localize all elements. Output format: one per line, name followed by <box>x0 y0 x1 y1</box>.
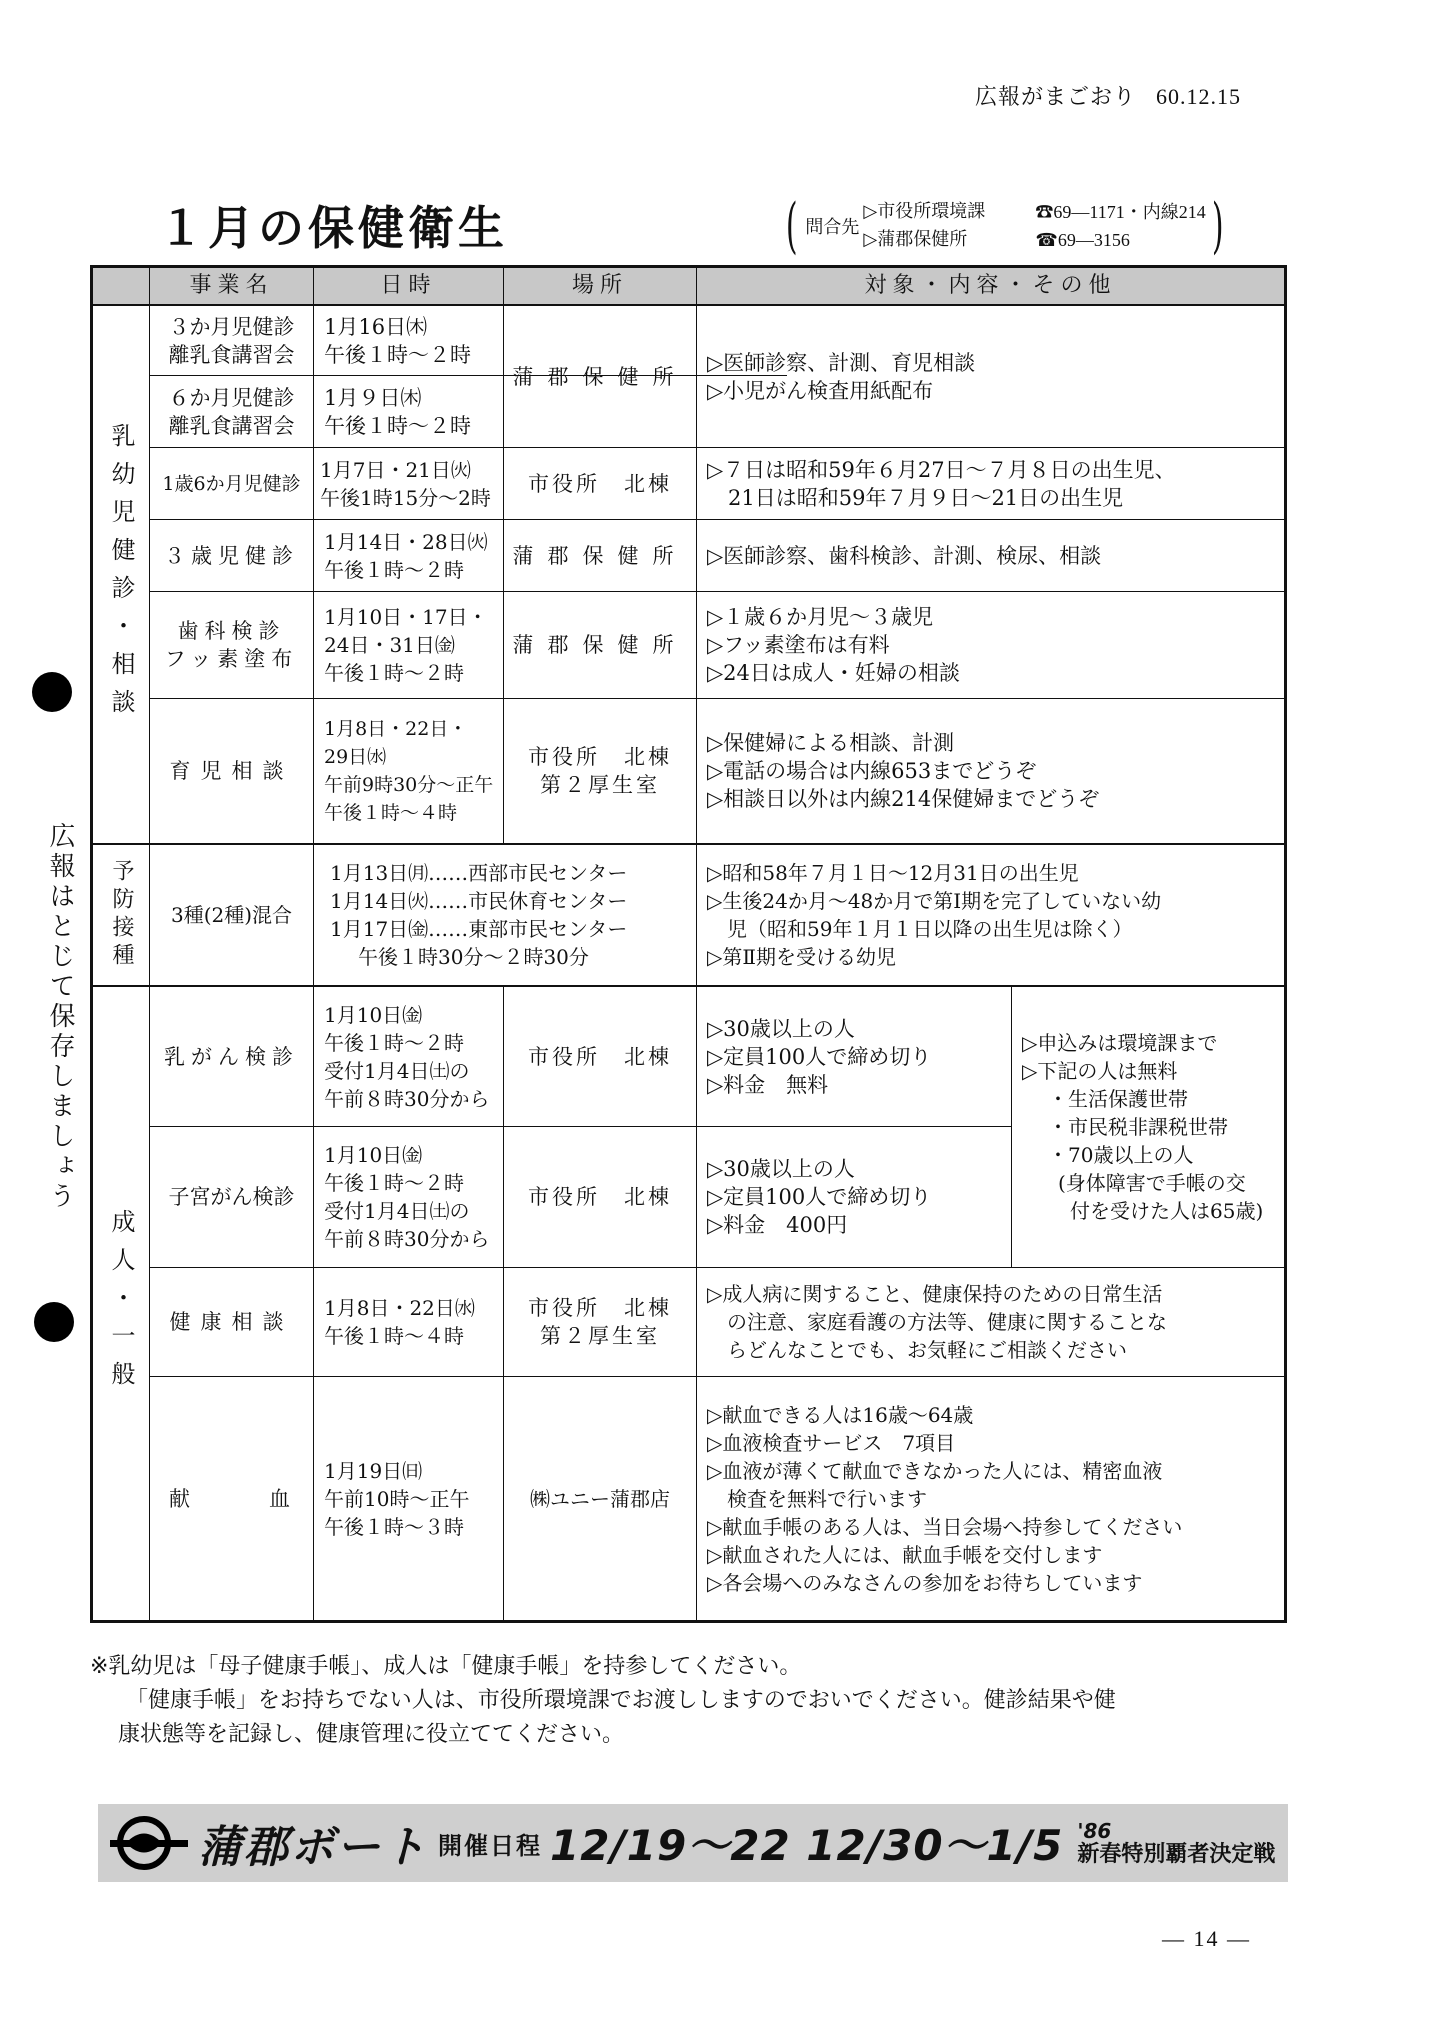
row-datetime: 1月10日・17日・ 24日・31日㈮ 午後１時～２時 <box>324 605 488 685</box>
gamagori-boat-logo-icon <box>104 1812 194 1874</box>
header-place: 場所 <box>571 273 628 298</box>
row-name: 歯科検診 フッ素塗布 <box>164 619 299 671</box>
row-name: 1歳6か月児健診 <box>162 472 301 495</box>
inquiry-phone: ☎69―1171・内線214 <box>1035 202 1206 222</box>
ad-label: 開催日程 <box>438 1831 542 1860</box>
inquiry-contact: ▷蒲郡保健所 <box>863 229 968 250</box>
row-name: 3種(2種)混合 <box>170 903 293 927</box>
right-paren: ) <box>1211 191 1224 261</box>
row-place: ㈱ユニー蒲郡店 <box>530 1486 670 1511</box>
ad-event-title: 新春特別覇者決定戦 <box>1077 1842 1276 1867</box>
row-name: 献 血 <box>169 1486 294 1511</box>
footnotes <box>90 1650 1116 1752</box>
row-datetime: 1月13日㈪……西部市民センター 1月14日㈫……市民休育センター 1月17日㈮……東部市民センター 午後１時30分～２時30分 <box>330 861 628 969</box>
inquiry-label: 問合先 <box>805 217 860 238</box>
row-details: ▷成人病に関すること、健康保持のための日常生活 の注意、家庭看護の方法等、健康に関することな らどんなことでも、お気軽にご相談ください <box>707 1282 1167 1362</box>
ad-schedule: 12/19～22 12/30～1/5 <box>550 1821 1064 1870</box>
group-adult: 成人・一般 <box>107 1208 135 1399</box>
footnote-line: 「健康手帳」をお持ちでない人は、市役所環境課でお渡ししますのでおいでください。健診結果や健 <box>126 1688 1116 1713</box>
row-name: 健康相談 <box>169 1310 294 1334</box>
page-header <box>975 80 1241 111</box>
row-place: 蒲郡保健所 <box>512 633 688 657</box>
inquiry-box <box>780 192 1229 260</box>
page-title: １月の保健衛生 <box>158 201 508 255</box>
row-datetime: 1月8日・22日・ 29日㈬ 午前9時30分～正午 午後１時～４時 <box>324 718 494 824</box>
row-details: ▷医師診察、計測、育児相談 ▷小児がん検査用紙配布 <box>707 350 976 403</box>
row-details: ▷７日は昭和59年６月27日～７月８日の出生児、 21日は昭和59年７月９日～21日の出生児 <box>707 457 1176 510</box>
header-datetime: 日時 <box>380 273 437 298</box>
inquiry-row <box>863 198 1205 226</box>
row-details: ▷昭和58年７月１日～12月31日の出生児 ▷生後24か月～48か月で第Ⅰ期を完了していない幼 児（昭和59年１月１日以降の出生児は除く） ▷第Ⅱ期を受ける幼児 <box>707 861 1162 969</box>
row-name: ３歳児健診 <box>164 543 299 568</box>
binder-hole <box>34 1302 74 1342</box>
row-name: 子宮がん検診 <box>168 1185 295 1209</box>
row-details: ▷医師診察、歯科検診、計測、検尿、相談 <box>707 543 1102 568</box>
inquiry-rows <box>863 198 1205 254</box>
row-place: 市役所 北棟 <box>528 1185 672 1209</box>
row-details: ▷１歳６か月児～３歳児 ▷フッ素塗布は有料 ▷24日は成人・妊婦の相談 <box>707 605 960 685</box>
ad-year: '86 <box>1077 1819 1112 1843</box>
row-datetime: 1月7日・21日㈫ 午後1時15分～2時 <box>320 457 491 510</box>
ad-event <box>1077 1819 1275 1867</box>
row-place: 蒲郡保健所 <box>512 543 688 568</box>
row-datetime: 1月8日・22日㈬ 午後１時～４時 <box>324 1296 475 1348</box>
schedule-table <box>90 265 1287 1623</box>
row-place: 市役所 北棟 第２厚生室 <box>528 1296 672 1348</box>
row-details: ▷保健婦による相談、計測 ▷電話の場合は内線653までどうぞ ▷相談日以外は内線214保健婦までどうぞ <box>707 731 1100 811</box>
row-place: 市役所 北棟 第２厚生室 <box>528 745 672 797</box>
footnote-line: ※乳幼児は「母子健康手帳」、成人は「健康手帳」を持参してください。 <box>90 1654 802 1679</box>
row-name: 乳がん検診 <box>164 1044 299 1069</box>
footnote-line: 康状態等を記録し、健康管理に役立ててください。 <box>118 1722 625 1747</box>
row-datetime: 1月10日㈮ 午後１時～２時 受付1月4日㈯の 午前８時30分から <box>324 1002 490 1111</box>
cancer-notes: ▷申込みは環境課まで ▷下記の人は無料 ・生活保護世帯 ・市民税非課税世帯 ・70歳以上の人 (身体障害で手帳の交 付を受けた人は65歳) <box>1022 1031 1264 1223</box>
side-note: 広報はとじて保存しましょう <box>45 822 75 1212</box>
row-name: ６か月児健診 離乳食講習会 <box>168 385 295 438</box>
group-infant: 乳幼児健診・相談 <box>107 422 135 727</box>
issue-date: 60.12.15 <box>1156 84 1242 109</box>
left-paren: ( <box>785 191 798 261</box>
row-name: ３か月児健診 離乳食講習会 <box>168 314 295 367</box>
header-details: 対象・内容・その他 <box>864 273 1117 298</box>
row-datetime: 1月19日㈰ 午前10時～正午 午後１時～３時 <box>324 1458 470 1539</box>
inquiry-phone: ☎69―3156 <box>1035 230 1130 250</box>
page-number: ― 14 ― <box>1162 1926 1251 1951</box>
publication-name: 広報がまごおり <box>975 85 1137 110</box>
inquiry-row <box>863 226 1205 254</box>
row-name: 育児相談 <box>169 759 294 783</box>
ad-brand: 蒲郡ボート <box>198 1822 428 1873</box>
row-place: 市役所 北棟 <box>528 471 672 496</box>
inquiry-contact: ▷市役所環境課 <box>863 201 986 222</box>
group-vaccination: 予防接種 <box>109 859 134 971</box>
row-details: ▷30歳以上の人 ▷定員100人で締め切り ▷料金 無料 <box>707 1016 932 1097</box>
header-name: 事業名 <box>189 273 274 298</box>
row-datetime: 1月９日㈭ 午後１時～２時 <box>324 385 471 438</box>
row-datetime: 1月10日㈮ 午後１時～２時 受付1月4日㈯の 午前８時30分から <box>324 1143 490 1251</box>
row-details: ▷30歳以上の人 ▷定員100人で締め切り ▷料金 400円 <box>707 1157 932 1237</box>
row-place: 市役所 北棟 <box>528 1044 672 1069</box>
binder-hole <box>32 672 72 712</box>
row-details: ▷献血できる人は16歳～64歳 ▷血液検査サービス 7項目 ▷血液が薄くて献血できなかった人には、精密血液 検査を無料で行います ▷献血手帳のある人は、当日会場へ持参してください ▷献血された人には、献血手帳を交付します ▷各会場へのみなさんの参加をお待ちしています <box>707 1402 1183 1595</box>
boat-race-ad <box>98 1804 1288 1882</box>
row-datetime: 1月16日㈭ 午後１時～２時 <box>324 314 471 367</box>
row-place: 蒲郡保健所 <box>512 364 688 389</box>
row-datetime: 1月14日・28日㈫ 午後１時～２時 <box>324 529 488 582</box>
